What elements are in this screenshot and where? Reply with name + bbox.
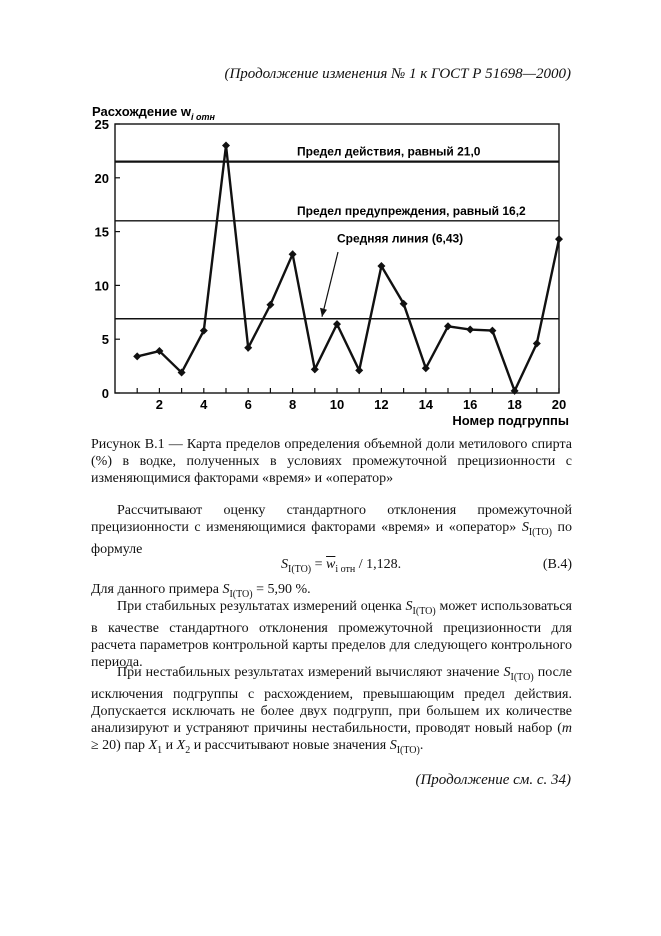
y-axis-label-main: Расхождение w	[92, 104, 191, 119]
formula-s: S	[281, 557, 288, 572]
data-point	[266, 301, 274, 309]
x-tick-label: 10	[329, 397, 345, 412]
mean-line-arrowhead	[320, 308, 327, 317]
x-axis-label: Номер подгруппы	[452, 413, 569, 428]
formula-w-sub: i отн	[335, 563, 356, 575]
y-tick-label: 0	[101, 386, 109, 401]
formula-eq: =	[311, 557, 327, 572]
formula-tail: / 1,128.	[355, 557, 402, 572]
formula-w: $\overline{w}$	[326, 557, 336, 572]
y-axis-label	[92, 104, 215, 122]
formula-s-sub: I(TO)	[288, 563, 312, 575]
data-point	[289, 250, 297, 258]
x-tick-label: 6	[244, 397, 252, 412]
x-tick-label: 8	[288, 397, 297, 412]
figure-caption: Рисунок В.1 — Карта пределов определения объемной доли метилового спирта (%) в водке, полученных в условиях промежуточной прецизионности с изменяющимися факторами «время» и «оператор»	[91, 437, 572, 486]
data-point	[244, 344, 252, 352]
chart-series	[133, 142, 563, 395]
data-point	[488, 327, 496, 335]
paragraph-4	[91, 664, 572, 759]
data-point	[333, 320, 341, 328]
reference-line-label: Предел действия, равный 21,0	[297, 144, 481, 159]
continuation-note: (Продолжение см. с. 34)	[415, 772, 571, 788]
data-point	[555, 235, 563, 243]
x1-symbol: X	[148, 737, 158, 753]
data-point	[533, 340, 541, 348]
p4-m: m	[561, 720, 572, 736]
data-point	[133, 352, 141, 360]
x-tick-label: 12	[374, 397, 389, 412]
paragraph-4-b: после исключения подгруппы с расхождением, превышающим предел действия. Допускается исключать не более двух подгрупп, при большем их количестве анализируют и устраняют причины нестабильности, проводят новый набор (	[91, 665, 572, 736]
p4-s-end-sub: I(TO)	[396, 744, 420, 756]
s-symbol: S	[521, 520, 529, 535]
p4-dot: .	[419, 737, 424, 753]
y-tick-label: 10	[94, 278, 109, 294]
y-tick-label: 25	[94, 117, 109, 132]
y-tick-label: 15	[94, 224, 109, 240]
formula-b4	[91, 557, 572, 577]
data-point	[311, 365, 319, 373]
paragraph-2-a: Для данного примера	[91, 582, 223, 597]
y-tick-label: 20	[94, 170, 109, 186]
data-series-line	[137, 146, 559, 391]
p2-s: S	[222, 582, 230, 597]
paragraph-1-end: по формуле	[91, 520, 573, 557]
mean-line-arrow	[322, 252, 338, 317]
paragraph-1-text: Рассчитывают оценку стандартного отклонения промежуточной прецизионности с изменяющимися факторами «время» и «оператор»	[91, 503, 572, 535]
y-tick-label: 5	[101, 332, 109, 348]
x-tick-label: 2	[155, 397, 164, 412]
p2-s-sub: I(TO)	[229, 588, 253, 600]
y-axis-label-sub: i отн	[190, 112, 215, 122]
x-tick-label: 20	[551, 397, 567, 412]
formula-number: (В.4)	[542, 557, 572, 572]
x-tick-label: 14	[418, 397, 434, 412]
paragraph-1	[91, 502, 572, 558]
formula-body	[281, 557, 401, 575]
p3-s-sub: I(TO)	[412, 605, 436, 617]
and-word: и	[162, 737, 177, 753]
p4-s: S	[503, 665, 511, 680]
x2-sub: 2	[185, 744, 191, 756]
p4-s-end: S	[389, 737, 397, 753]
x-tick-label: 4	[200, 397, 208, 412]
data-point	[355, 366, 363, 374]
paragraph-3-a: При стабильных результатах измерений оценка	[117, 599, 406, 614]
reference-line-label: Предел предупреждения, равный 16,2	[297, 203, 526, 218]
data-point	[222, 142, 230, 150]
paragraph-3-b: может использоваться в качестве стандартного отклонения промежуточной прецизионности для расчета параметров контрольной карты пределов для следующего контрольного периода.	[91, 599, 572, 670]
p3-s: S	[405, 599, 413, 614]
reference-line-label: Средняя линия (6,43)	[337, 231, 464, 246]
x-tick-label: 18	[507, 397, 522, 412]
x1-sub: 1	[157, 744, 163, 756]
paragraph-4-a: При нестабильных результатах измерений вычисляют значение	[117, 665, 504, 680]
paragraph-4-c: ≥ 20) пар	[91, 737, 149, 753]
x-tick-label: 16	[462, 397, 478, 412]
paragraph-4-d: и рассчитывают новые значения	[190, 737, 387, 753]
data-point	[466, 326, 474, 334]
x2-symbol: X	[176, 737, 186, 753]
paragraph-2-b: = 5,90 %.	[252, 582, 311, 597]
chart-labels	[92, 104, 569, 428]
p4-s-sub: I(TO)	[510, 671, 534, 683]
running-header: (Продолжение изменения № 1 к ГОСТ Р 51698—2000)	[224, 66, 571, 82]
paragraph-3	[91, 598, 572, 671]
s-subscript: I(TO)	[528, 526, 552, 538]
control-chart	[0, 0, 661, 430]
